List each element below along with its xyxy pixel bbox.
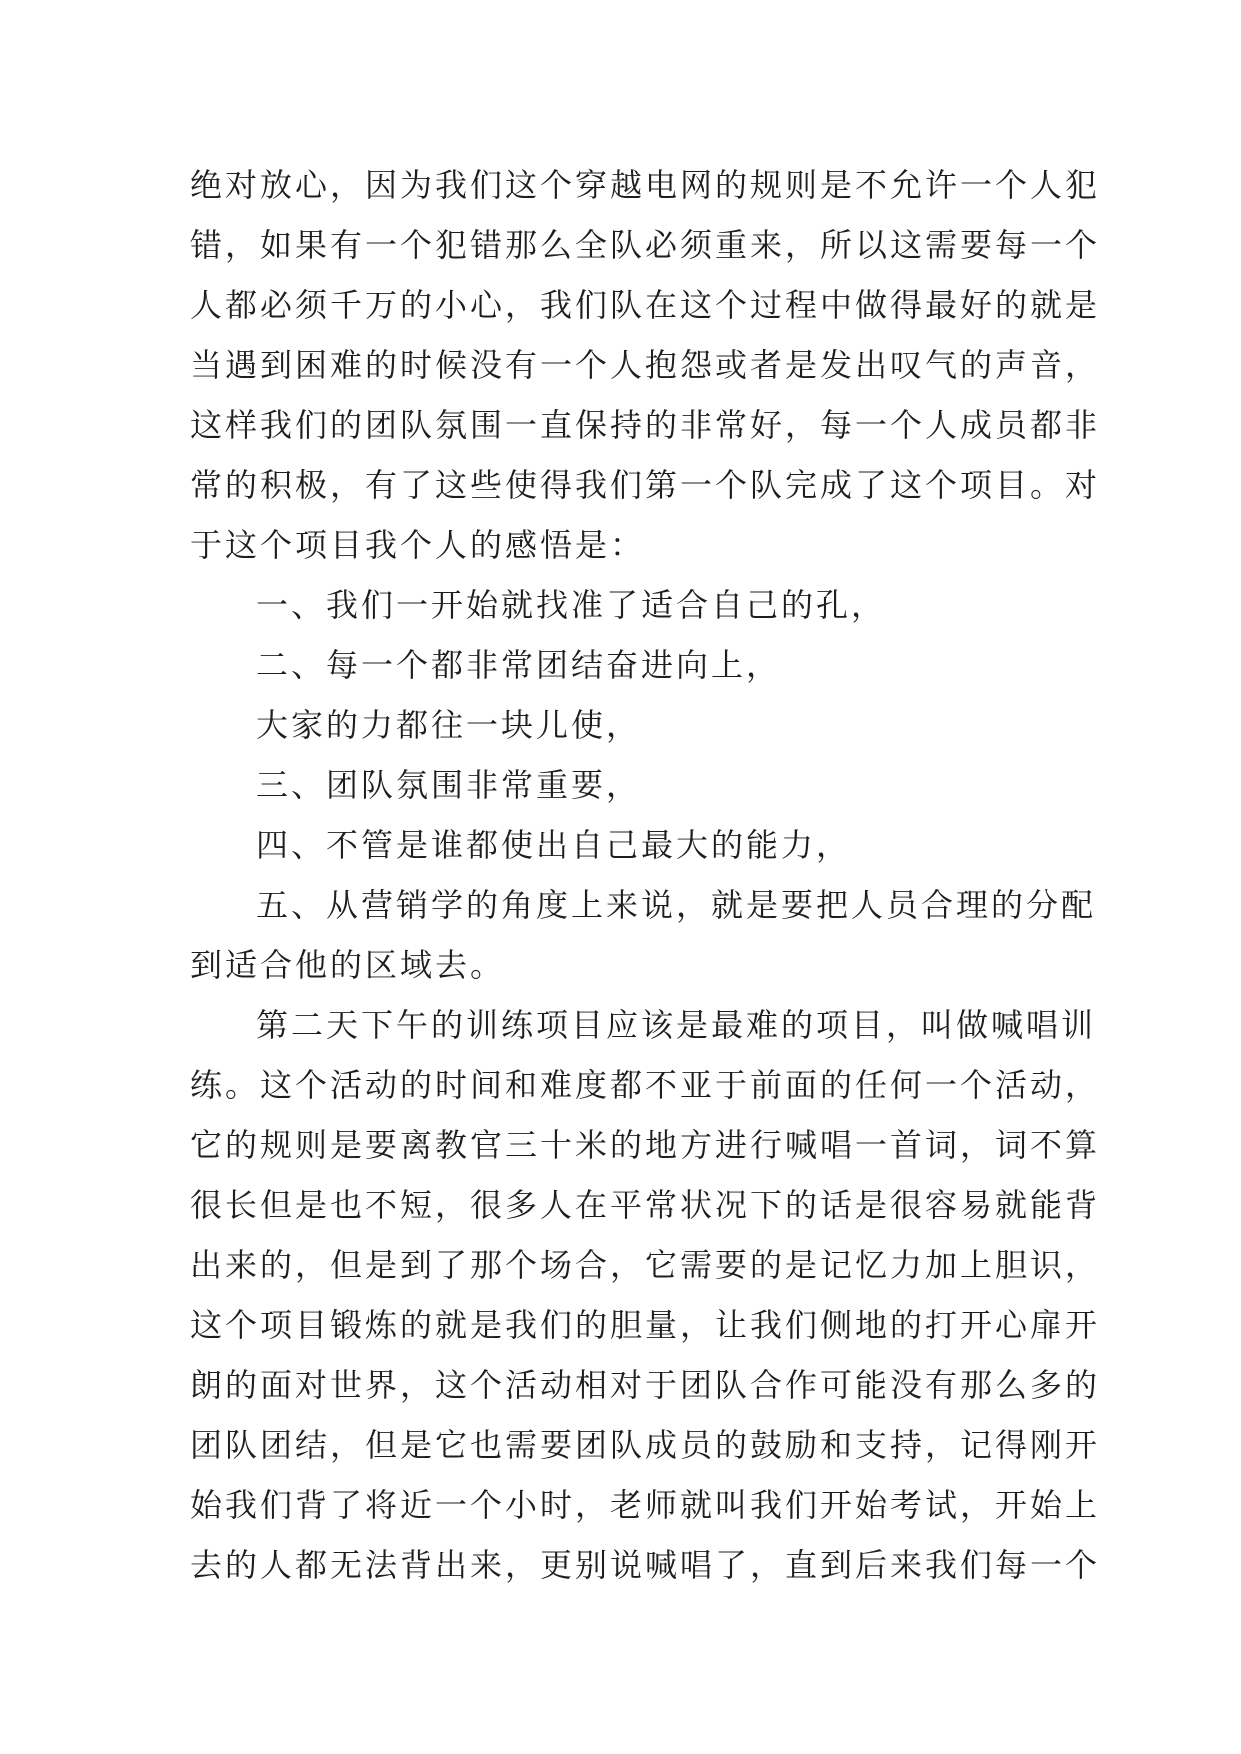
paragraph-start: 第二天下午的训练项目应该是最难的项目，叫做喊唱训 (256, 1006, 1097, 1044)
text-line: 到适合他的区域去。 (190, 946, 506, 984)
list-item: 五、从营销学的角度上来说，就是要把人员合理的分配 (256, 886, 1097, 924)
text-line: 出来的，但是到了那个场合，它需要的是记忆力加上胆识， (190, 1246, 1101, 1284)
text-line: 很长但是也不短，很多人在平常状况下的话是很容易就能背 (190, 1186, 1101, 1224)
text-line: 当遇到困难的时候没有一个人抱怨或者是发出叹气的声音， (190, 346, 1101, 384)
text-line: 始我们背了将近一个小时，老师就叫我们开始考试，开始上 (190, 1486, 1101, 1524)
list-item: 一、我们一开始就找准了适合自己的孔， (256, 586, 887, 624)
text-line: 常的积极，有了这些使得我们第一个队完成了这个项目。对 (190, 466, 1101, 504)
text-line: 这样我们的团队氛围一直保持的非常好，每一个人成员都非 (190, 406, 1101, 444)
list-item: 三、团队氛围非常重要， (256, 766, 642, 804)
text-line: 于这个项目我个人的感悟是： (190, 526, 646, 564)
list-item: 四、不管是谁都使出自己最大的能力， (256, 826, 852, 864)
text-line: 练。这个活动的时间和难度都不亚于前面的任何一个活动， (190, 1066, 1101, 1104)
text-line: 朗的面对世界，这个活动相对于团队合作可能没有那么多的 (190, 1366, 1101, 1404)
text-line: 大家的力都往一块儿使， (256, 706, 642, 744)
list-item: 二、每一个都非常团结奋进向上， (256, 646, 782, 684)
text-line: 人都必须千万的小心，我们队在这个过程中做得最好的就是 (190, 286, 1101, 324)
text-line: 去的人都无法背出来，更别说喊唱了，直到后来我们每一个 (190, 1546, 1101, 1584)
text-line: 它的规则是要离教官三十米的地方进行喊唱一首词，词不算 (190, 1126, 1101, 1164)
text-line: 这个项目锻炼的就是我们的胆量，让我们侧地的打开心扉开 (190, 1306, 1101, 1344)
text-line: 绝对放心，因为我们这个穿越电网的规则是不允许一个人犯 (190, 166, 1101, 204)
text-line: 团队团结，但是它也需要团队成员的鼓励和支持，记得刚开 (190, 1426, 1101, 1464)
text-line: 错，如果有一个犯错那么全队必须重来，所以这需要每一个 (190, 226, 1101, 264)
